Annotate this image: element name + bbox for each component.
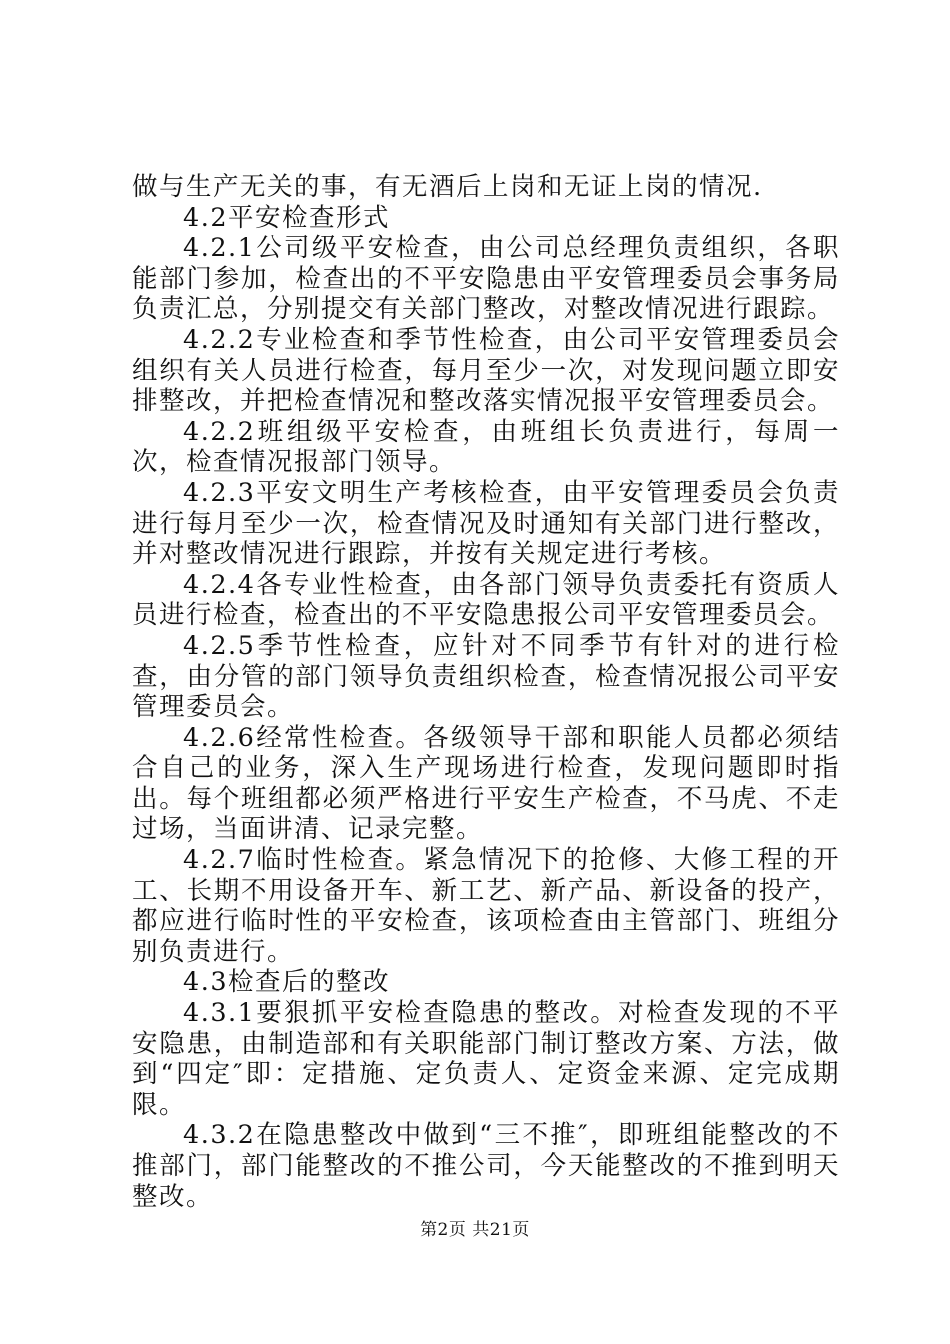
document-body: [132, 172, 840, 1212]
paragraph: 4.2.2班组级平安检查，由班组长负责进行，每周一次，检查情况报部门领导。: [132, 416, 840, 478]
paragraph: 4.2.1公司级平安检查，由公司总经理负责组织，各职能部门参加，检查出的不平安隐患由平安管理委员会事务局负责汇总，分别提交有关部门整改，对整改情况进行跟踪。: [132, 233, 840, 325]
paragraph: 4.2.3平安文明生产考核检查，由平安管理委员会负责进行每月至少一次，检查情况及时通知有关部门进行整改，并对整改情况进行跟踪，并按有关规定进行考核。: [132, 477, 840, 570]
paragraph: 4.2.4各专业性检查，由各部门领导负责委托有资质人员进行检查，检查出的不平安隐患报公司平安管理委员会。: [132, 569, 840, 631]
paragraph: 4.2.2专业检查和季节性检查，由公司平安管理委员会组织有关人员进行检查，每月至少一次，对发现问题立即安排整改，并把检查情况和整改落实情况报平安管理委员会。: [132, 324, 840, 417]
paragraph: 4.2.5季节性检查，应针对不同季节有针对的进行检查，由分管的部门领导负责组织检查，检查情况报公司平安管理委员会。: [132, 630, 840, 723]
paragraph: 做与生产无关的事，有无酒后上岗和无证上岗的情况.: [132, 172, 763, 202]
paragraph: 4.2.6经常性检查。各级领导干部和职能人员都必须结合自己的业务，深入生产现场进行检查，发现问题即时指出。每个班组都必须严格进行平安生产检查，不马虎、不走过场，当面讲清、记录完整。: [132, 722, 840, 845]
paragraph: 4.3.2在隐患整改中做到“三不推″，即班组能整改的不推部门，部门能整改的不推公司，今天能整改的不推到明天整改。: [132, 1120, 840, 1212]
section-heading: 4.2平安检查形式: [183, 202, 391, 233]
section-heading: 4.3检查后的整改: [183, 967, 391, 998]
page-number-footer: 第2页 共21页: [420, 1220, 530, 1240]
paragraph: 4.3.1要狠抓平安检查隐患的整改。对检查发现的不平安隐患，由制造部和有关职能部门制订整改方案、方法，做到“四定″即：定措施、定负责人、定资金来源、定完成期限。: [132, 998, 840, 1120]
paragraph: 4.2.7临时性检查。紧急情况下的抢修、大修工程的开工、长期不用设备开车、新工艺、新产品、新设备的投产，都应进行临时性的平安检查，该项检查由主管部门、班组分别负责进行。: [132, 845, 840, 967]
